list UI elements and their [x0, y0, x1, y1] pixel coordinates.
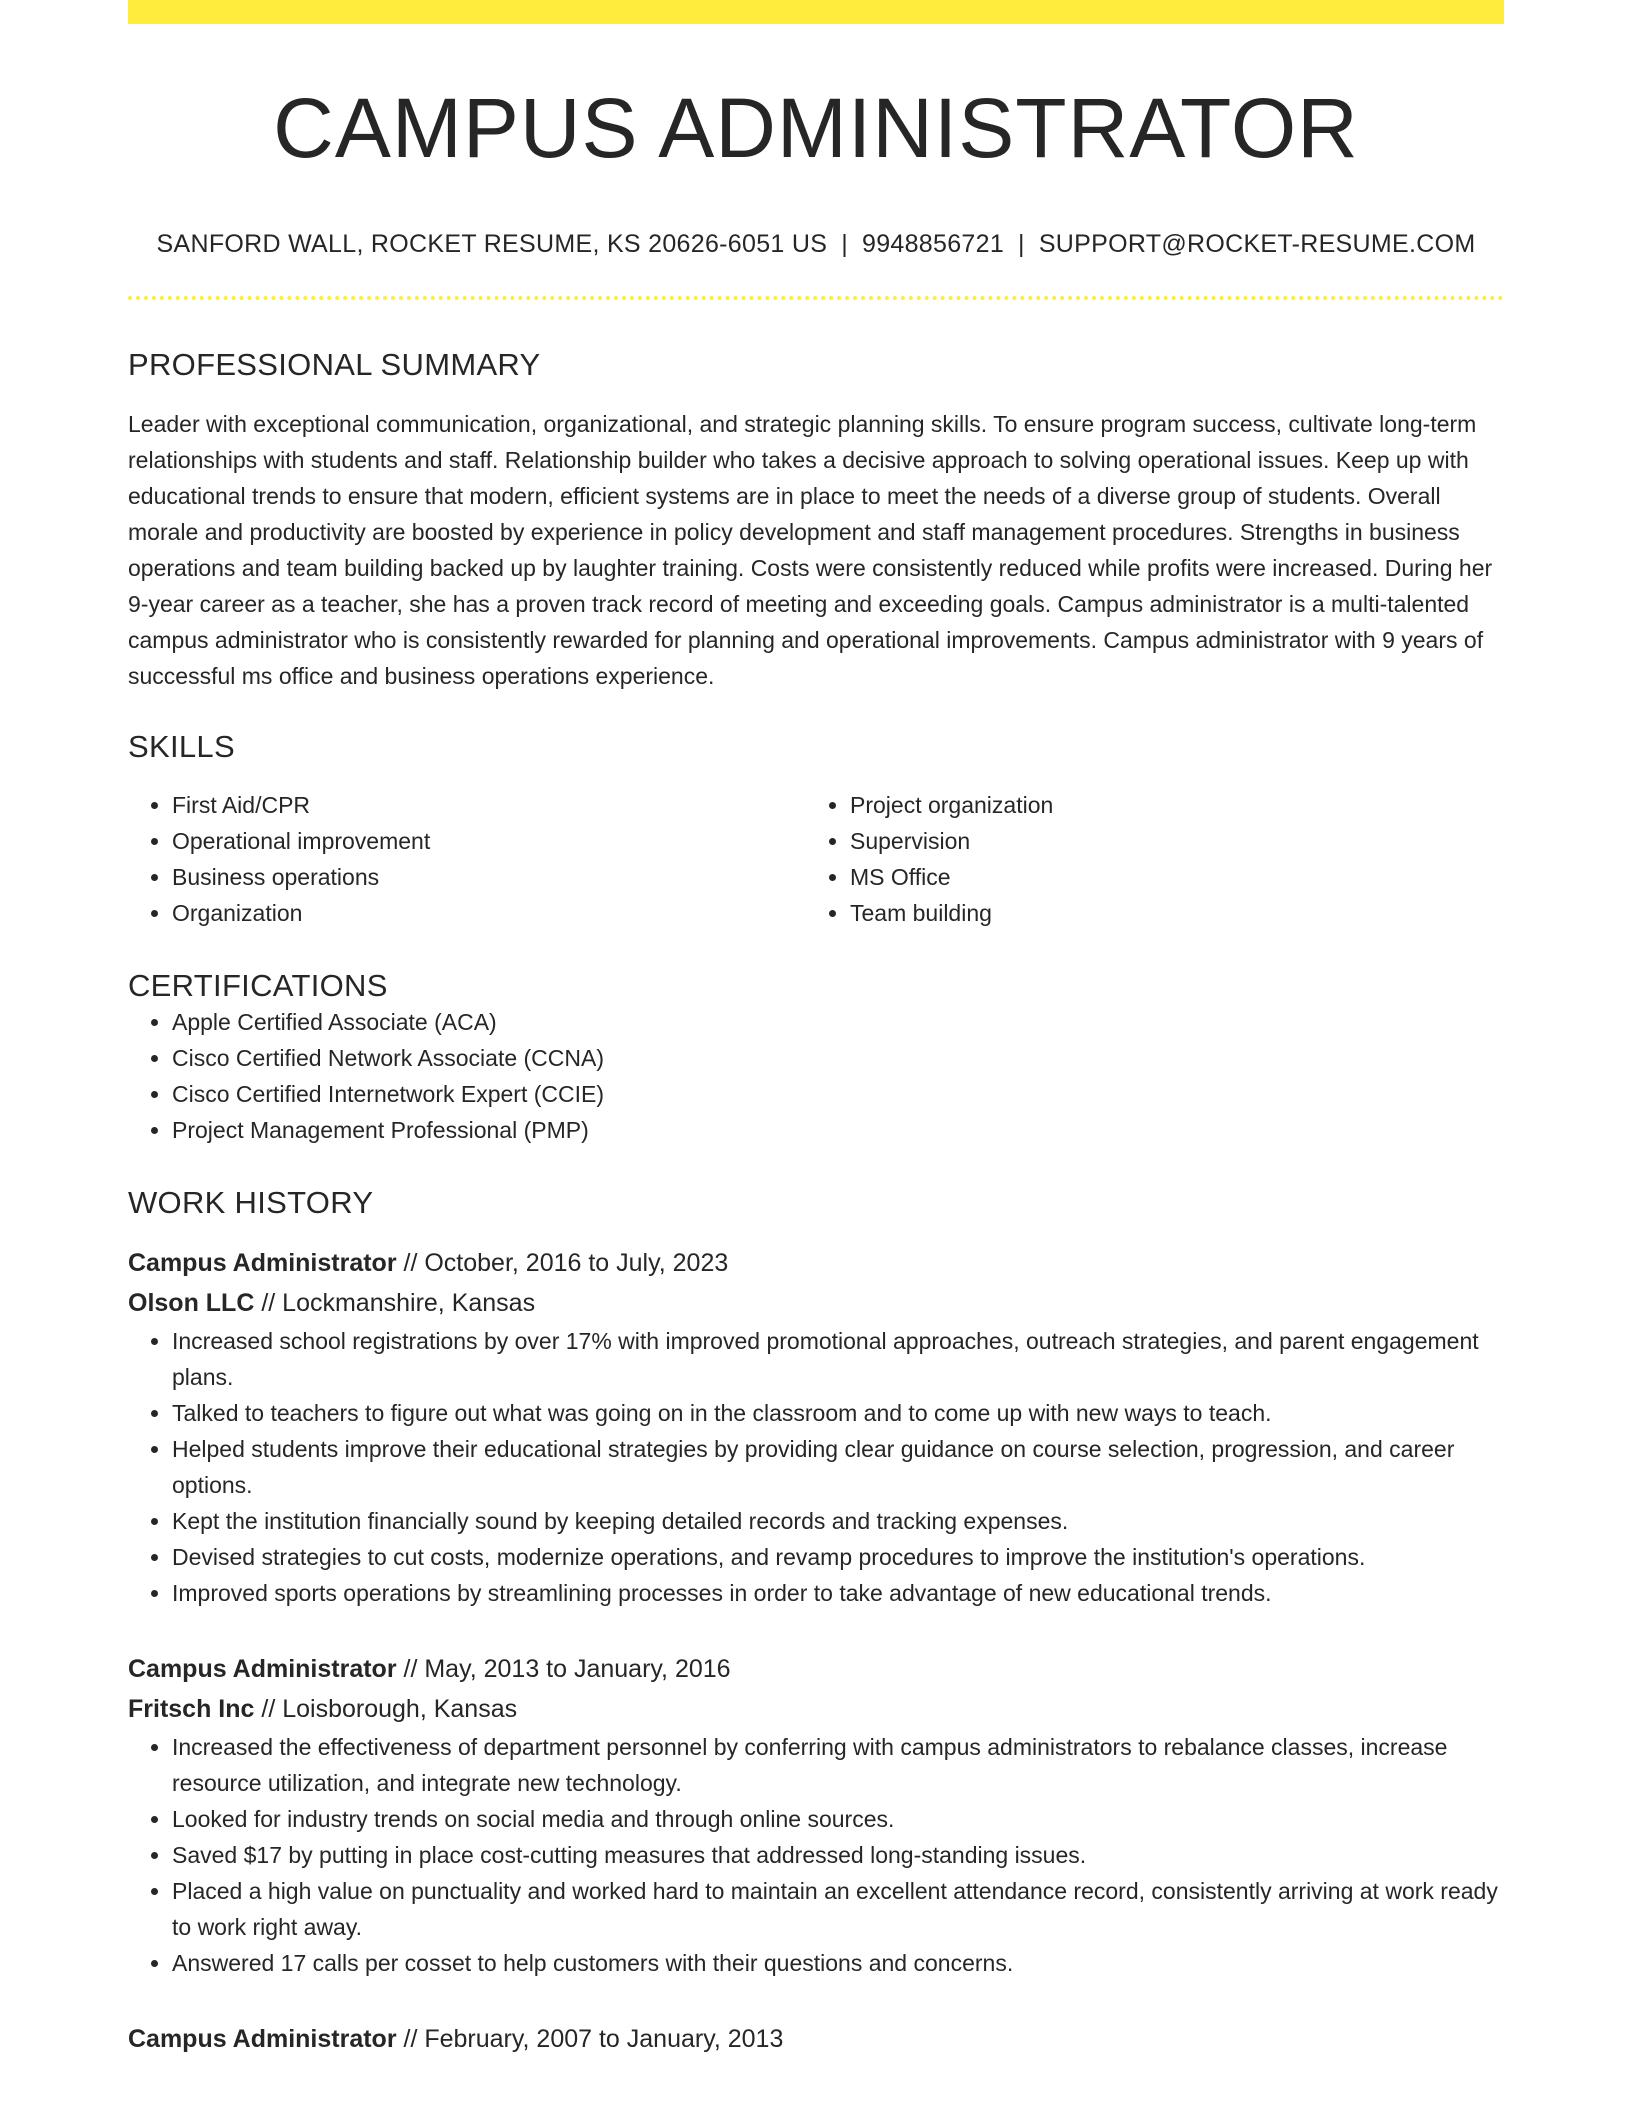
job-company-line — [128, 1689, 1504, 1729]
job-bullet: • Placed a high value on punctuality and worked hard to maintain an excellent attendance record, consistently arriving at work ready to work right away. — [172, 1873, 1504, 1945]
skills-grid — [128, 787, 1504, 931]
job-role: Campus Administrator — [128, 1249, 397, 1278]
job-role: Campus Administrator — [128, 1655, 397, 1684]
job-bullet: • Saved $17 by putting in place cost-cutting measures that addressed long-standing issues. — [172, 1837, 1504, 1873]
certification-item: • Cisco Certified Internetwork Expert (CCIE) — [172, 1076, 1504, 1112]
certification-item: • Apple Certified Associate (ACA) — [172, 1004, 1504, 1040]
job-role-line — [128, 2019, 1504, 2059]
job-company: Olson LLC — [128, 1289, 255, 1318]
job-dates: // February, 2007 to January, 2013 — [396, 2025, 784, 2054]
job-role: Campus Administrator — [128, 2025, 397, 2054]
job-bullets — [128, 1323, 1504, 1611]
job-bullet: • Devised strategies to cut costs, modernize operations, and revamp procedures to improve the institution's operations. — [172, 1539, 1504, 1575]
work-history-heading: WORK HISTORY — [128, 1184, 374, 1220]
job-bullet: • Kept the institution financially sound by keeping detailed records and tracking expenses. — [172, 1503, 1504, 1539]
contact-email[interactable]: SUPPORT@ROCKET-RESUME.COM — [1038, 230, 1476, 259]
certification-item: • Cisco Certified Network Associate (CCNA) — [172, 1040, 1504, 1076]
contact-line — [128, 230, 1504, 259]
job-bullet: • Looked for industry trends on social media and through online sources. — [172, 1801, 1504, 1837]
job-bullets — [128, 1729, 1504, 1981]
job-dates: // October, 2016 to July, 2023 — [396, 1249, 729, 1278]
skill-item: • Team building — [850, 895, 1484, 931]
job-role-line — [128, 1243, 1504, 1283]
skill-item: • Business operations — [172, 859, 806, 895]
job-bullet: • Improved sports operations by streamlining processes in order to take advantage of new educational trends. — [172, 1575, 1504, 1611]
skill-item: • MS Office — [850, 859, 1484, 895]
certifications-heading: CERTIFICATIONS — [128, 967, 388, 1003]
contact-separator: | — [1018, 230, 1025, 259]
job-role-line — [128, 1649, 1504, 1689]
accent-top-bar — [128, 0, 1504, 24]
job-bullet: • Helped students improve their educational strategies by providing clear guidance on course selection, progression, and career options. — [172, 1431, 1504, 1503]
skill-item: • Supervision — [850, 823, 1484, 859]
job-location: // Loisborough, Kansas — [254, 1695, 518, 1724]
skill-item: • Operational improvement — [172, 823, 806, 859]
summary-heading: PROFESSIONAL SUMMARY — [128, 347, 541, 383]
job-entry — [128, 2019, 1504, 2059]
contact-phone: 9948856721 — [861, 230, 1005, 259]
job-bullet: • Answered 17 calls per cosset to help customers with their questions and concerns. — [172, 1945, 1504, 1981]
job-entry — [128, 1649, 1504, 1981]
job-bullet: • Increased the effectiveness of department personnel by conferring with campus administrators to rebalance classes, increase resource utilization, and integrate new technology. — [172, 1729, 1504, 1801]
skills-list-right — [806, 787, 1484, 931]
skill-item: • Project organization — [850, 787, 1484, 823]
job-company: Fritsch Inc — [128, 1695, 255, 1724]
job-bullet: • Talked to teachers to figure out what was going on in the classroom and to come up with new ways to teach. — [172, 1395, 1504, 1431]
skills-list-left — [128, 787, 806, 931]
resume-title: CAMPUS ADMINISTRATOR — [273, 81, 1359, 175]
job-entry — [128, 1243, 1504, 1611]
job-dates: // May, 2013 to January, 2016 — [396, 1655, 731, 1684]
job-location: // Lockmanshire, Kansas — [254, 1289, 536, 1318]
dotted-divider — [128, 296, 1504, 300]
contact-address: SANFORD WALL, ROCKET RESUME, KS 20626-6051 US — [156, 230, 828, 259]
certifications-list — [128, 1004, 1504, 1148]
job-company-line — [128, 1283, 1504, 1323]
summary-text: Leader with exceptional communication, organizational, and strategic planning skills. To ensure program success, cultivate long-term relationships with students and staff. Relationship builder who takes a decisive approach to solving operational issues. Keep up with educational trends to ensure that modern, efficient systems are in place to meet the needs of a diverse group of students. Overall morale and productivity are boosted by experience in policy development and staff management procedures. Strengths in business operations and team building backed up by laughter training. Costs were consistently reduced while profits were increased. During her 9-year career as a teacher, she has a proven track record of meeting and exceeding goals. Campus administrator is a multi-talented campus administrator who is consistently rewarded for planning and operational improvements. Campus administrator with 9 years of successful ms office and business operations experience. — [128, 410, 1493, 689]
resume-page — [128, 0, 1504, 2059]
skill-item: • Organization — [172, 895, 806, 931]
job-bullet: • Increased school registrations by over 17% with improved promotional approaches, outreach strategies, and parent engagement plans. — [172, 1323, 1504, 1395]
contact-separator: | — [841, 230, 848, 259]
skills-heading: SKILLS — [128, 728, 235, 764]
certification-item: • Project Management Professional (PMP) — [172, 1112, 1504, 1148]
skill-item: • First Aid/CPR — [172, 787, 806, 823]
